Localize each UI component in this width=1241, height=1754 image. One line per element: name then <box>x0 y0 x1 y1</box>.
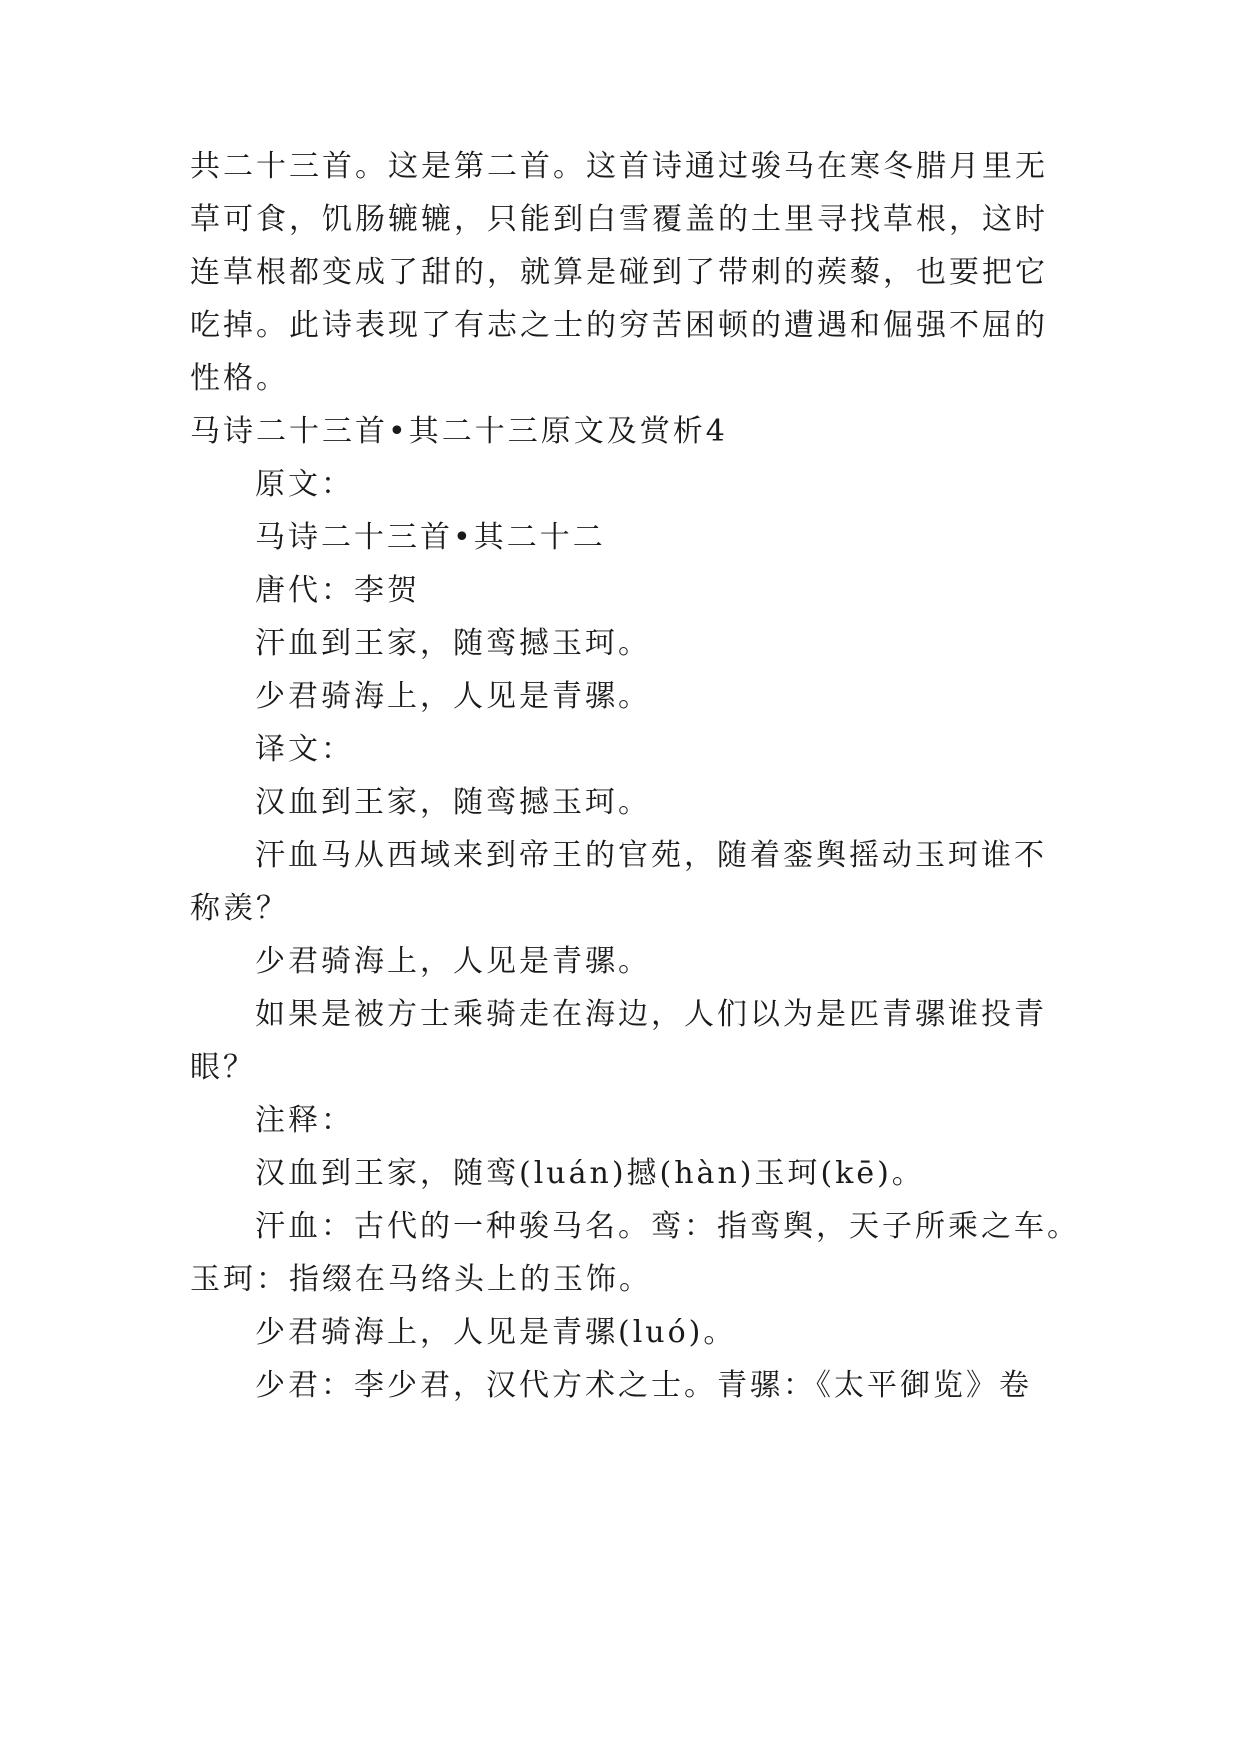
paragraph-line: 吃掉。此诗表现了有志之士的穷苦困顿的遭遇和倔强不屈的 <box>190 308 1048 343</box>
poem-verse: 汗血到王家，随鸾撼玉珂。 <box>255 626 651 661</box>
poem-verse-annotated: 少君骑海上，人见是青骡(luó)。 <box>255 1315 737 1350</box>
paragraph-line: 性格。 <box>190 361 289 396</box>
paragraph-line: 草可食，饥肠辘辘，只能到白雪覆盖的土里寻找草根，这时 <box>190 202 1048 237</box>
poem-title: 马诗二十三首•其二十二 <box>255 520 606 555</box>
note-line: 玉珂：指缀在马络头上的玉饰。 <box>190 1262 652 1297</box>
note-line: 少君：李少君，汉代方术之士。青骡：《太平御览》卷 <box>255 1368 1032 1403</box>
poem-verse: 少君骑海上，人见是青骡。 <box>255 679 651 714</box>
poem-author: 唐代：李贺 <box>255 573 420 608</box>
paragraph-line: 共二十三首。这是第二首。这首诗通过骏马在寒冬腊月里无 <box>190 149 1048 184</box>
translation-line: 称羡？ <box>190 891 289 926</box>
section-heading: 马诗二十三首•其二十三原文及赏析4 <box>190 414 728 449</box>
translation-label: 译文： <box>255 732 354 767</box>
notes-label: 注释： <box>255 1103 354 1138</box>
translation-line: 如果是被方士乘骑走在海边，人们以为是匹青骡谁投青 <box>255 997 1047 1032</box>
note-line: 汗血：古代的一种骏马名。鸾：指鸾舆，天子所乘之车。 <box>255 1209 1080 1244</box>
poem-verse-annotated: 汉血到王家，随鸾(luán)撼(hàn)玉珂(kē)。 <box>255 1156 925 1191</box>
original-text-label: 原文： <box>255 467 354 502</box>
translation-line: 汗血马从西域来到帝王的官苑，随着銮舆摇动玉珂谁不 <box>255 838 1047 873</box>
poem-verse: 少君骑海上，人见是青骡。 <box>255 944 651 979</box>
translation-line: 眼？ <box>190 1050 256 1085</box>
poem-verse: 汉血到王家，随鸾撼玉珂。 <box>255 785 651 820</box>
paragraph-line: 连草根都变成了甜的，就算是碰到了带刺的蒺藜，也要把它 <box>190 255 1048 290</box>
